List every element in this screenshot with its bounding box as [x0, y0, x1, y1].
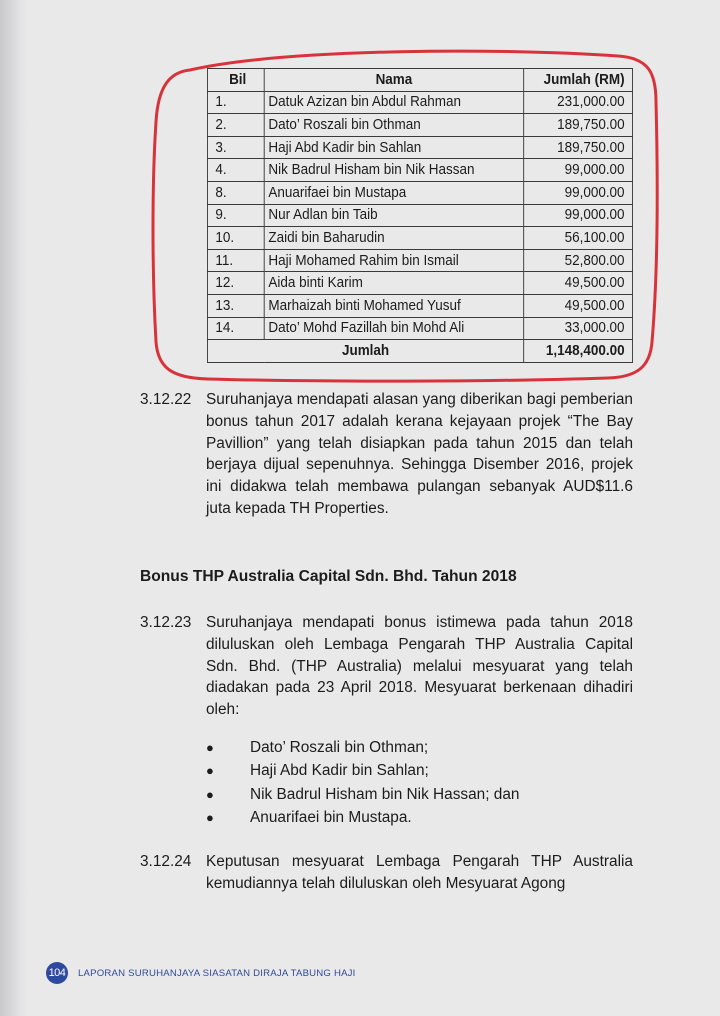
cell-nama: Haji Mohamed Rahim bin Ismail — [264, 249, 523, 272]
attendee-list — [206, 736, 519, 829]
cell-jumlah: 189,750.00 — [524, 136, 633, 159]
attendee-name: Nik Badrul Hisham bin Nik Hassan; dan — [250, 785, 520, 803]
list-item — [206, 806, 519, 829]
cell-bil: 13. — [207, 294, 264, 317]
cell-nama: Dato’ Roszali bin Othman — [264, 114, 523, 137]
attendee-name: Haji Abd Kadir bin Sahlan; — [250, 762, 429, 780]
page-edge-shadow — [0, 0, 30, 1016]
cell-bil: 12. — [207, 272, 264, 295]
paragraph-text: Suruhanjaya mendapati alasan yang diberikan bagi pemberian bonus tahun 2017 adalah kerana kejayaan projek “The Bay Pavillion” yang telah disiapkan pada tahun 2015 dan telah berjaya dijual sepenuhnya. Sehingga Disember 2016, projek ini didakwa telah membawa pulangan sebanyak AUD$11.6 juta kepada TH Properties. — [206, 391, 633, 517]
total-label: Jumlah — [207, 340, 523, 363]
cell-jumlah: 99,000.00 — [524, 181, 633, 204]
cell-bil: 8. — [207, 181, 264, 204]
bullet-icon: ● — [206, 786, 214, 802]
paragraph-number: 3.12.23 — [140, 614, 192, 631]
cell-nama: Datuk Azizan bin Abdul Rahman — [264, 91, 523, 114]
paragraph-3-12-24 — [140, 851, 633, 895]
cell-bil: 4. — [207, 159, 264, 182]
cell-jumlah: 189,750.00 — [524, 114, 633, 137]
cell-nama: Marhaizah binti Mohamed Yusuf — [264, 294, 523, 317]
paragraph-number: 3.12.22 — [140, 391, 192, 408]
cell-nama: Dato’ Mohd Fazillah bin Mohd Ali — [264, 317, 523, 340]
header-jumlah: Jumlah (RM) — [524, 69, 633, 92]
attendee-name: Dato’ Roszali bin Othman; — [250, 739, 429, 756]
cell-jumlah: 231,000.00 — [524, 91, 633, 114]
paragraph-text: Suruhanjaya mendapati bonus istimewa pada tahun 2018 diluluskan oleh Lembaga Pengarah THP Australia Capital Sdn. Bhd. (THP Australia) melalui mesyuarat yang telah diadakan pada 23 April 2018. Mesyuarat berkenaan dihadiri oleh: — [206, 614, 633, 719]
red-hand-drawn-circle-annotation — [148, 42, 668, 387]
cell-jumlah: 99,000.00 — [524, 159, 633, 182]
cell-nama: Nik Badrul Hisham bin Nik Hassan — [264, 159, 523, 182]
cell-jumlah: 52,800.00 — [524, 249, 633, 272]
cell-nama: Zaidi bin Baharudin — [264, 227, 523, 250]
header-nama: Nama — [264, 69, 523, 92]
cell-bil: 1. — [207, 91, 264, 114]
cell-nama: Haji Abd Kadir bin Sahlan — [264, 136, 523, 159]
header-bil: Bil — [207, 69, 264, 92]
list-item — [206, 736, 519, 759]
total-value: 1,148,400.00 — [524, 340, 633, 363]
bullet-icon: ● — [206, 740, 214, 755]
page-footer — [46, 962, 356, 984]
paragraph-3-12-22 — [140, 389, 633, 520]
cell-jumlah: 33,000.00 — [524, 317, 633, 340]
cell-bil: 9. — [207, 204, 264, 227]
cell-nama: Anuarifaei bin Mustapa — [264, 181, 523, 204]
paragraph-number: 3.12.24 — [140, 853, 192, 870]
bullet-icon: ● — [206, 763, 214, 779]
list-item — [206, 783, 519, 806]
cell-jumlah: 99,000.00 — [524, 204, 633, 227]
footer-title: LAPORAN SURUHANJAYA SIASATAN DIRAJA TABUNG HAJI — [78, 967, 356, 979]
cell-bil: 2. — [207, 114, 264, 137]
cell-bil: 11. — [207, 249, 264, 272]
attendee-name: Anuarifaei bin Mustapa. — [250, 808, 412, 826]
cell-jumlah: 49,500.00 — [524, 272, 633, 295]
cell-bil: 3. — [207, 136, 264, 159]
paragraph-text: Keputusan mesyuarat Lembaga Pengarah THP Australia kemudiannya telah diluluskan oleh Mesyuarat Agong — [206, 853, 633, 892]
cell-jumlah: 56,100.00 — [524, 227, 633, 250]
cell-nama: Nur Adlan bin Taib — [264, 204, 523, 227]
bullet-icon: ● — [206, 809, 214, 825]
cell-bil: 14. — [207, 317, 264, 340]
cell-nama: Aida binti Karim — [264, 272, 523, 295]
list-item — [206, 759, 519, 782]
paragraph-3-12-23 — [140, 612, 633, 721]
cell-bil: 10. — [207, 227, 264, 250]
page-number-badge: 104 — [46, 962, 68, 984]
cell-jumlah: 49,500.00 — [524, 294, 633, 317]
section-heading: Bonus THP Australia Capital Sdn. Bhd. Tahun 2018 — [140, 568, 517, 585]
